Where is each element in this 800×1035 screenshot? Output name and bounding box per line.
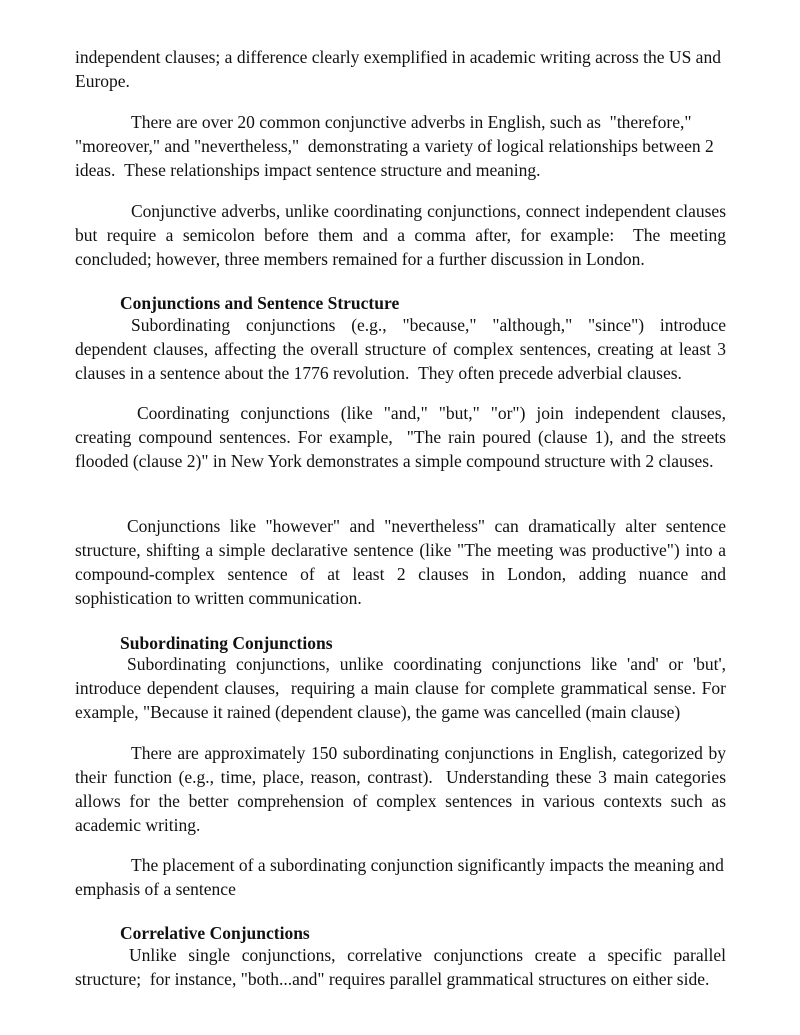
paragraph-text: Coordinating conjunctions (like "and," "but," "or") join independent clauses, creating compound sentences. For example, "The rain poured (clause 1), and the streets flooded (clause 2)" in New York demonstrates a simple compound structure with 2 clauses. bbox=[75, 403, 726, 471]
paragraph bbox=[75, 652, 726, 724]
section-heading: Conjunctions and Sentence Structure bbox=[120, 293, 400, 313]
paragraph-text: Subordinating conjunctions (e.g., "because," "although," "since") introduce dependent clauses, affecting the overall structure of complex sentences, creating at least 3 clauses in a sentence about the 1776 revolution. They often precede adverbial clauses. bbox=[75, 315, 726, 383]
paragraph-text: There are over 20 common conjunctive adverbs in English, such as "therefore," "moreover," and "nevertheless," demonstrating a variety of logical relationships between 2 ideas. These relationships impact sentence structure and meaning. bbox=[75, 112, 714, 180]
paragraph-text: Conjunctions like "however" and "nevertheless" can dramatically alter sentence structure, shifting a simple declarative sentence (like "The meeting was productive") into a compound-complex sentence of at least 2 clauses in London, adding nuance and sophistication to written communication. bbox=[75, 516, 726, 608]
paragraph-text: independent clauses; a difference clearly exemplified in academic writing across the US and Europe. bbox=[75, 47, 721, 91]
paragraph bbox=[75, 853, 726, 901]
paragraph bbox=[75, 514, 726, 610]
section-heading: Correlative Conjunctions bbox=[120, 923, 310, 943]
paragraph-text: There are approximately 150 subordinating conjunctions in English, categorized by their function (e.g., time, place, reason, contrast). Understanding these 3 main categories allows for the better comprehension of complex sentences in various contexts such as academic writing. bbox=[75, 743, 726, 835]
paragraph bbox=[75, 943, 726, 991]
paragraph-text: The placement of a subordinating conjunction significantly impacts the meaning and emphasis of a sentence bbox=[75, 855, 724, 899]
paragraph bbox=[75, 313, 726, 385]
paragraph bbox=[75, 741, 726, 837]
section-heading: Subordinating Conjunctions bbox=[120, 633, 333, 653]
paragraph bbox=[75, 401, 726, 473]
paragraph-text: Unlike single conjunctions, correlative conjunctions create a specific parallel structure; for instance, "both...and" requires parallel grammatical structures on either side. bbox=[75, 945, 726, 989]
paragraph-text: Conjunctive adverbs, unlike coordinating conjunctions, connect independent clauses but require a semicolon before them and a comma after, for example: The meeting concluded; however, three members remained for a further discussion in London. bbox=[75, 201, 726, 269]
paragraph bbox=[75, 45, 726, 93]
paragraph-text: Subordinating conjunctions, unlike coordinating conjunctions like 'and' or 'but', introduce dependent clauses, requiring a main clause for complete grammatical sense. For example, "Because it rained (dependent clause), the game was cancelled (main clause) bbox=[75, 654, 726, 722]
paragraph bbox=[75, 199, 726, 271]
paragraph bbox=[75, 110, 726, 182]
